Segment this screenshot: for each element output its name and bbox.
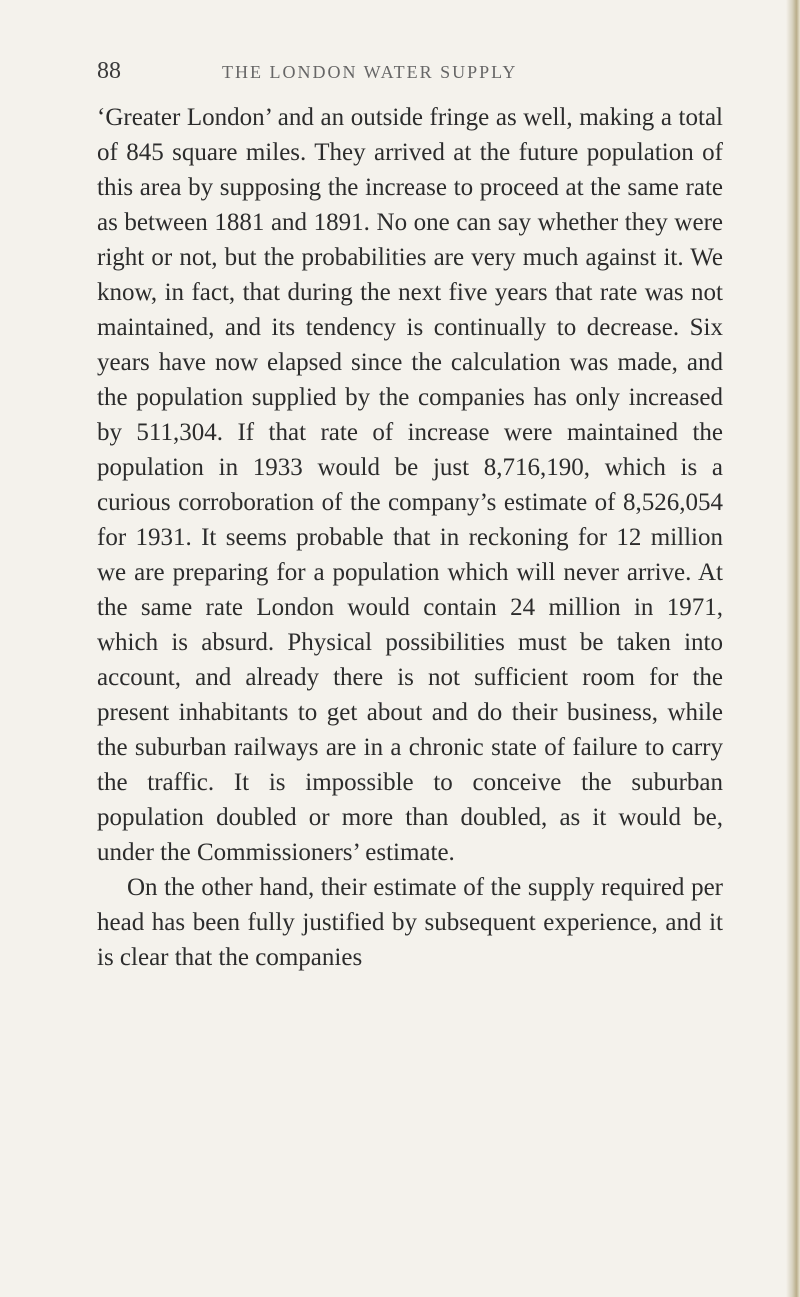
page-number: 88 — [97, 58, 121, 84]
body-text — [97, 100, 723, 975]
paragraph-2: On the other hand, their estimate of the supply required per head has been fully justified by subsequent experience, and it is clear that the companies — [97, 874, 723, 971]
page-edge-shadow — [786, 0, 800, 1297]
paragraph-1: ‘Greater London’ and an outside fringe as well, making a total of 845 square miles. They arrived at the future population of this area by supposing the increase to proceed at the same rate as between 1881 and 1891. No one can say whether they were right or not, but the probabilities are very much against it. We know, in fact, that during the next five years that rate was not maintained, and its tendency is continually to decrease. Six years have now elapsed since the calculation was made, and the population supplied by the companies has only increased by 511,304. If that rate of increase were maintained the population in 1933 would be just 8,716,190, which is a curious corroboration of the company’s estimate of 8,526,054 for 1931. It seems probable that in reckoning for 12 million we are preparing for a population which will never arrive. At the same rate London would contain 24 million in 1971, which is absurd. Physical possibilities must be taken into account, and already there is not sufficient room for the present inhabitants to get about and do their business, while the suburban railways are in a chronic state of failure to carry the traffic. It is impossible to conceive the suburban population doubled or more than doubled, as it would be, under the Commissioners’ estimate. — [97, 104, 723, 866]
running-head — [97, 58, 707, 88]
running-title: THE LONDON WATER SUPPLY — [222, 62, 518, 82]
